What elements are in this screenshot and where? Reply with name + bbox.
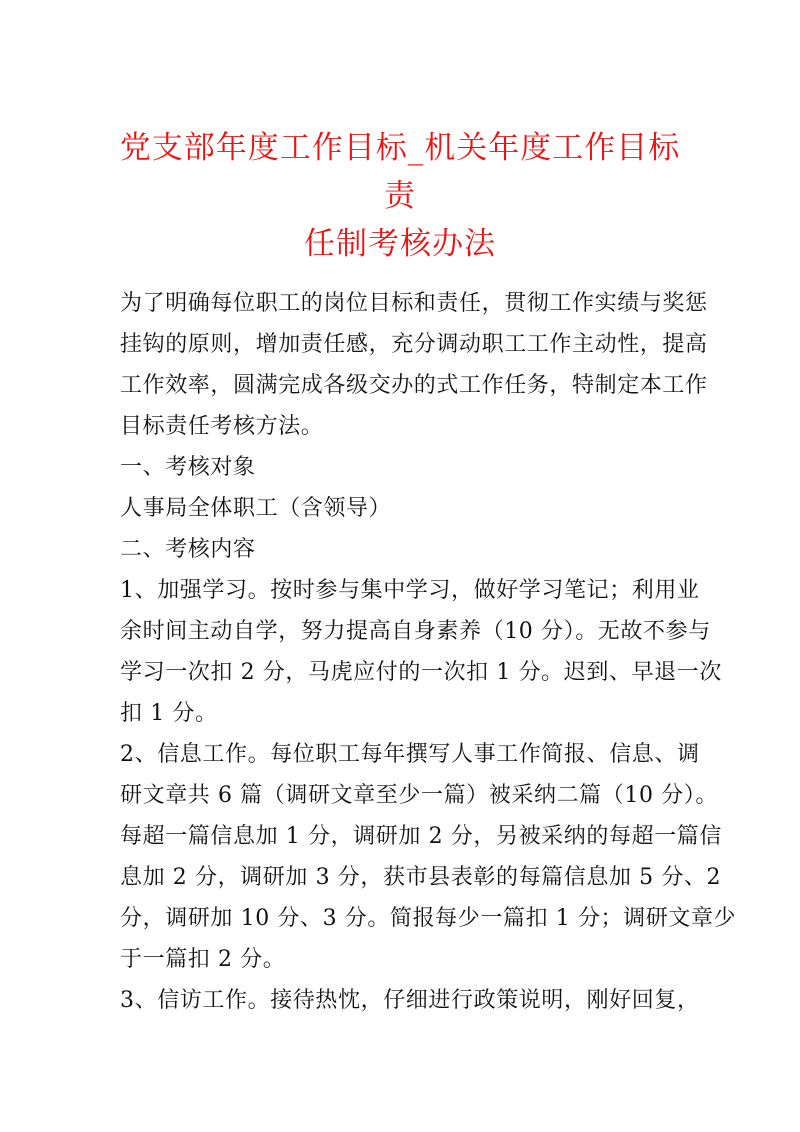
text-line: 挂钩的原则，增加责任感，充分调动职工工作主动性，提高: [120, 332, 708, 357]
section-heading-assessment-content: [120, 529, 692, 570]
text-line: 人事局全体职工（含领导）: [120, 496, 392, 521]
text-line: 一、考核对象: [120, 455, 256, 480]
text-line: 3、信访工作。接待热忱，仔细进行政策说明，刚好回复，: [120, 988, 700, 1013]
text-line: 2、信息工作。每位职工每年撰写人事工作简报、信息、调: [120, 742, 700, 767]
text-line: 二、考核内容: [120, 537, 256, 562]
section-heading-assessment-target: [120, 447, 692, 488]
item-2-information-paragraph: [120, 734, 737, 980]
text-line: 为了明确每位职工的岗位目标和责任，贯彻工作实绩与奖惩: [120, 291, 708, 316]
text-line: 1、加强学习。按时参与集中学习，做好学习笔记；利用业: [120, 578, 700, 603]
item-3-petition-paragraph: [120, 980, 700, 1021]
text-line: 每超一篇信息加 1 分，调研加 2 分，另被采纳的每超一篇信: [120, 824, 722, 849]
title-line-2: 任制考核办法: [304, 226, 496, 262]
title-line-1: 党支部年度工作目标_机关年度工作目标责: [119, 130, 681, 214]
text-line: 于一篇扣 2 分。: [120, 947, 286, 972]
text-line: 学习一次扣 2 分，马虎应付的一次扣 1 分。迟到、早退一次: [120, 660, 722, 685]
text-line: 研文章共 6 篇（调研文章至少一篇）被采纳二篇（10 分）。: [120, 783, 718, 808]
document-body: [120, 283, 737, 1021]
text-line: 息加 2 分，调研加 3 分，获市县表彰的每篇信息加 5 分、2: [120, 865, 722, 890]
text-line: 分，调研加 10 分、3 分。简报每少一篇扣 1 分；调研文章少: [120, 906, 737, 931]
assessment-target-paragraph: [120, 488, 692, 529]
text-line: 扣 1 分。: [120, 701, 218, 726]
text-line: 目标责任考核方法。: [120, 414, 324, 439]
text-line: 工作效率，圆满完成各级交办的式工作任务，特制定本工作: [120, 373, 708, 398]
intro-paragraph: [120, 283, 708, 447]
item-1-study-paragraph: [120, 570, 722, 734]
text-line: 余时间主动自学，努力提高自身素养（10 分）。无故不参与: [120, 619, 711, 644]
document-title: [110, 124, 690, 268]
